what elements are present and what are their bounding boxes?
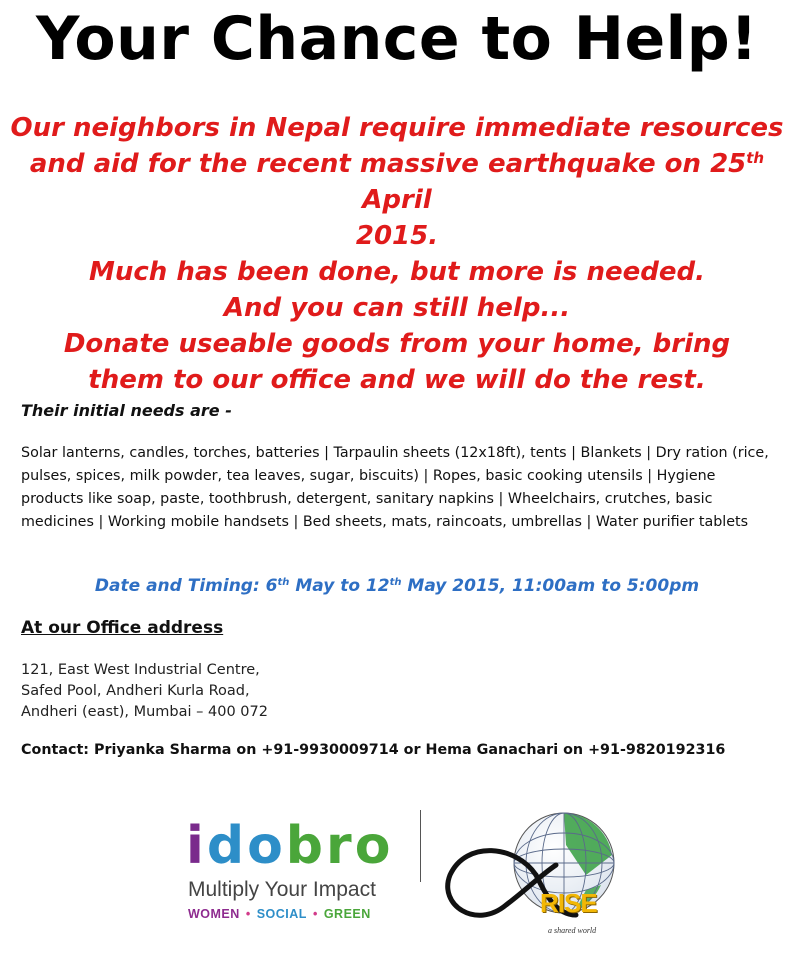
needs-list: Solar lanterns, candles, torches, batteries | Tarpaulin sheets (12x18ft), tents | Blankets | Dry ration (rice, pulses, spices, milk powder, tea leaves, sugar, biscuits) | Ropes, basic cooking utensils | Hygiene products like soap, paste, toothbrush, detergent, sanitary napkins | Wheelchairs, crutches, basic medicines | Working mobile handsets | Bed sheets, mats, raincoats, umbrellas | Water purifier tablets [21,445,769,530]
contact-info: Contact: Priyanka Sharma on +91-9930009714 or Hema Ganachari on +91-9820192316 [21,742,726,758]
appeal-line [10,146,784,218]
rise-subtitle: a shared world [548,926,597,935]
timing-text: Date and Timing: 6 [94,576,278,596]
timing-text: May 2015, 11:00am to 5:00pm [401,576,700,596]
office-heading: At our Office address [21,618,224,638]
idobro-logo [186,818,406,928]
rise-wordmark: RISE [540,888,597,918]
needs-heading: Their initial needs are - [21,401,232,420]
separator-dot: • [312,907,318,921]
appeal-line: them to our office and we will do the rest. [88,365,706,395]
ordinal-suffix: th [277,577,290,588]
ordinal-suffix: th [389,577,402,588]
date-timing [0,576,794,596]
appeal-text [10,110,784,398]
idobro-wordmark: idobro [186,816,394,876]
idobro-tagline: Multiply Your Impact [188,878,376,901]
globe-infinity-icon [436,805,636,940]
timing-text: May to 12 [289,576,390,596]
pillar-women: WOMEN [188,907,240,921]
address-line: Safed Pool, Andheri Kurla Road, [21,683,250,699]
address-line: Andheri (east), Mumbai – 400 072 [21,704,268,720]
pillar-social: SOCIAL [256,907,307,921]
ordinal-suffix: th [746,149,765,167]
idobro-pillars [188,907,371,921]
appeal-line: Donate useable goods from your home, bring [63,329,731,359]
appeal-line-text: April [362,185,432,215]
pillar-green: GREEN [323,907,371,921]
page-title: Your Chance to Help! [35,4,759,74]
appeal-line: 2015. [355,221,439,251]
separator-dot: • [245,907,251,921]
address-line: 121, East West Industrial Centre, [21,662,260,678]
logo-divider [420,810,421,882]
appeal-line: Much has been done, but more is needed. [89,257,705,287]
appeal-line: Our neighbors in Nepal require immediate resources [10,113,784,143]
office-address [21,660,268,723]
appeal-line: And you can still help... [223,293,571,323]
appeal-line-text: and aid for the recent massive earthquake on 25 [29,149,747,179]
rise-logo [436,805,636,940]
